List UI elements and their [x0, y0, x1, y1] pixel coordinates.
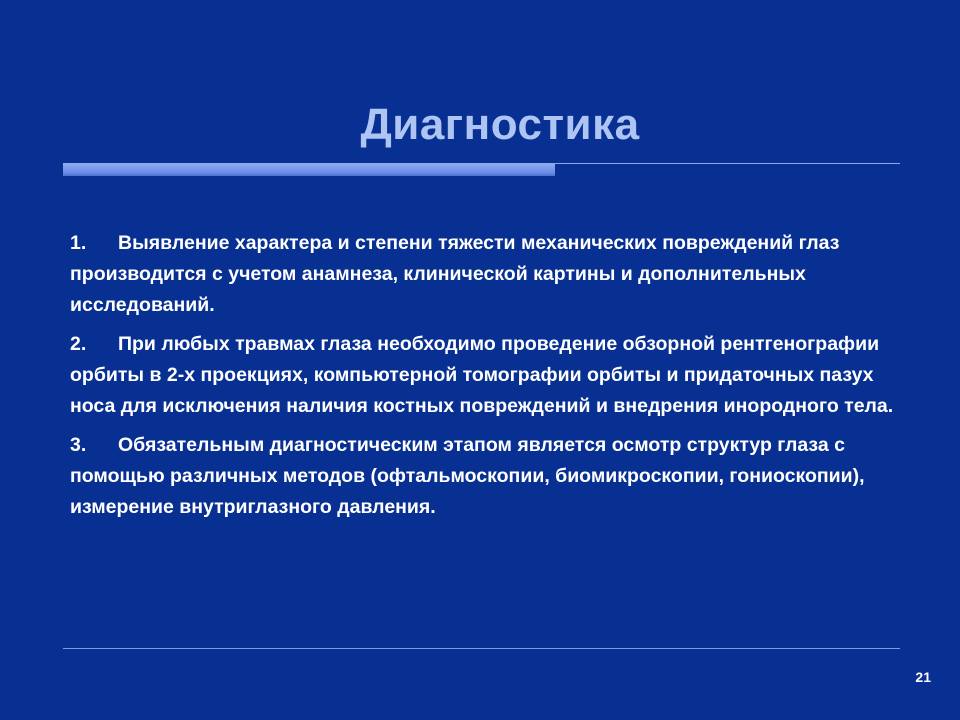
slide-title: Диагностика — [360, 100, 640, 149]
list-item-number: 1. — [70, 232, 87, 254]
page-number: 21 — [915, 669, 931, 685]
list-item-text: Выявление характера и степени тяжести механических повреждений глаз производится с учетом анамнеза, клинической картины и дополнительных исследований. — [70, 232, 840, 316]
list-item-text: Обязательным диагностическим этапом является осмотр структур глаза с помощью различных методов (офтальмоскопии, биомикроскопии, гониоскопии), измерение внутриглазного давления. — [70, 434, 865, 518]
list-item — [70, 228, 900, 321]
list-item-number: 2. — [70, 333, 87, 355]
footer-divider-line — [63, 648, 900, 649]
list-item-text: При любых травмах глаза необходимо проведение обзорной рентгенографии орбиты в 2-х проекциях, компьютерной томографии орбиты и придаточных пазух носа для исключения наличия костных повреждений и внедрения инородного тела. — [70, 333, 894, 417]
list-item-number: 3. — [70, 434, 87, 456]
list-item — [70, 329, 900, 422]
slide-body — [70, 228, 900, 531]
title-accent-bar — [63, 164, 555, 176]
list-item — [70, 430, 900, 523]
